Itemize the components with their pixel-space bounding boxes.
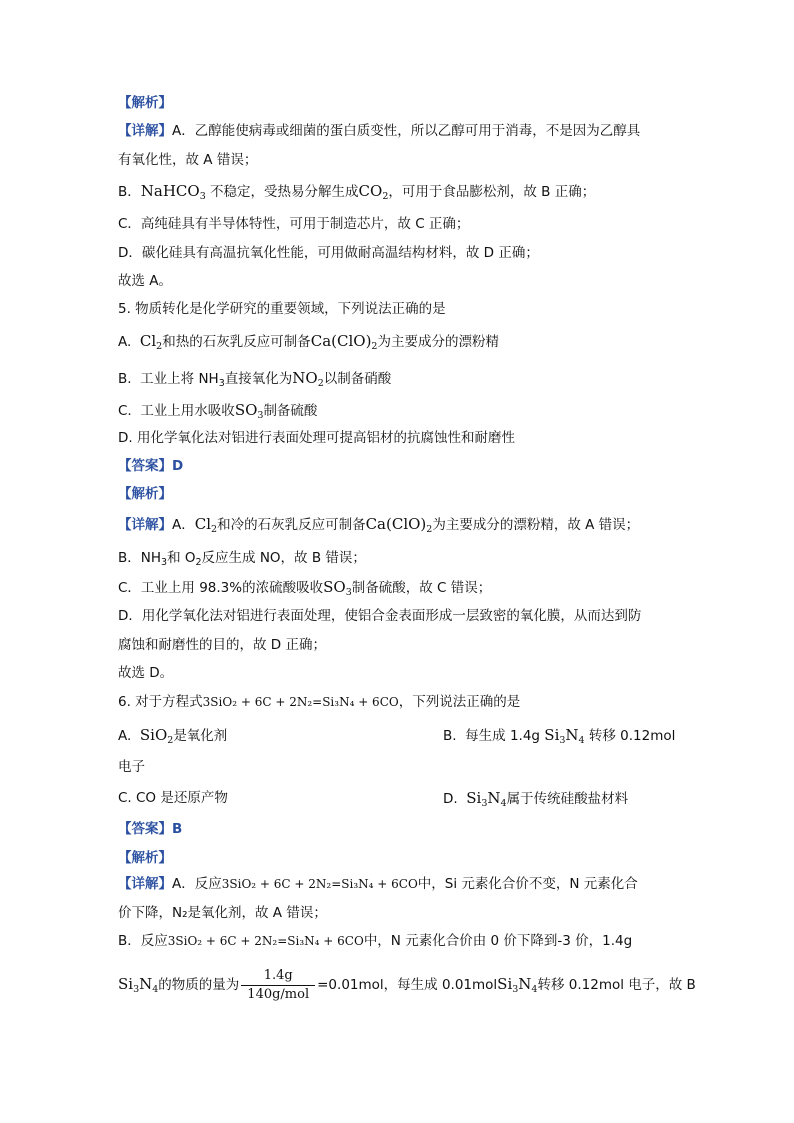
q6-da-text1: A．反应: [172, 876, 222, 892]
q6-b-text3: 电子: [118, 759, 145, 775]
si3n4-db2-si: Si: [497, 975, 513, 993]
detail-b-suffix: ，可用于食品膨松剂，故 B 正确；: [388, 184, 596, 200]
fraction-denominator: 140g/mol: [247, 986, 310, 1002]
analysis-heading: [118, 93, 172, 113]
si3n4-d-si: Si: [466, 789, 482, 807]
q5-detail-d-2: [118, 635, 326, 655]
si3n4-formula: [544, 726, 584, 744]
q6-da-text2: 中，Si 元素化合价不变，N 元素化合: [417, 876, 638, 892]
q6-stem-prefix: 6. 对于方程式: [118, 694, 203, 710]
detail-a-text: A．乙醇能使病毒或细菌的蛋白质变性，所以乙醇可用于消毒，不是因为乙醇具: [172, 123, 641, 139]
detail-d-text: D．碳化硅具有高温抗氧化性能，可用做耐高温结构材料，故 D 正确；: [118, 245, 539, 261]
q6-c-text: C. CO 是还原产物: [118, 790, 228, 806]
no2-text: NO: [292, 369, 318, 387]
sio2-text: SiO: [139, 726, 168, 744]
no2-formula: [292, 369, 323, 387]
q6-analysis-tag: 【解析】: [118, 850, 172, 866]
si3n4-formula-d: [466, 789, 506, 807]
q5-a-label: A.: [118, 334, 132, 350]
q5-detail-c: [118, 577, 491, 603]
nh3-sub: 3: [218, 378, 225, 389]
q5-da-text2: 为主要成分的漂粉精，故 A 错误；: [432, 517, 640, 533]
choose-a-line: [118, 271, 172, 291]
q5-option-b: [118, 368, 391, 394]
si3n4-d-n: N: [487, 789, 501, 807]
q5-dd-text1: D．用化学氧化法对铝进行表面处理，使铝合金表面形成一层致密的氧化膜，从而达到防: [118, 608, 642, 624]
q6-db-equation: 3SiO₂ + 6C + 2N₂=Si₃N₄ + 6CO: [167, 934, 364, 948]
q5-dd-text2: 腐蚀和耐磨性的目的，故 D 正确；: [118, 637, 326, 653]
detail-b-prefix: B．: [118, 184, 141, 200]
cl2-text: Cl: [139, 332, 157, 350]
cl2-detail-sub: 2: [211, 524, 218, 535]
si3n4-formula-db2: [497, 975, 537, 993]
si3n4-db-si: Si: [118, 975, 134, 993]
q5-c-text1: 工业上用水吸收: [140, 403, 235, 419]
q6-d-label: D.: [443, 791, 458, 807]
q5-c-label: C.: [118, 403, 132, 419]
q5-dc-text1: C．工业上用 98.3%的浓硫酸吸收: [118, 580, 324, 596]
q6-db-text2: 中，N 元素化合价由 0 价下降到-3 价，1.4g: [363, 933, 633, 949]
q6-b-text2: 转移 0.12mol: [588, 728, 676, 744]
q5-detail-b: [118, 548, 366, 573]
q5-analysis-tag: 【解析】: [118, 486, 172, 502]
cl2-formula: [140, 332, 162, 350]
q6-b-label: B.: [443, 728, 457, 744]
detail-c-line: [118, 214, 469, 234]
q5-choose-text: 故选 D。: [118, 665, 174, 681]
q6-db-text5: 转移 0.12mol 电子，故 B: [537, 977, 696, 993]
so3-detail-sub: 3: [345, 587, 352, 598]
cl2-sub: 2: [156, 341, 163, 352]
si3n4-si-sub: 3: [559, 735, 566, 746]
detail-c-text: C．高纯硅具有半导体特性，可用于制造芯片，故 C 正确；: [118, 216, 470, 232]
cl2-detail-text: Cl: [194, 515, 212, 533]
q6-db-text4: =0.01mol，每生成 0.01mol: [317, 977, 498, 993]
q5-dc-text2: 制备硫酸，故 C 错误；: [351, 580, 492, 596]
q5-stem-text: 5. 物质转化是化学研究的重要领域，下列说法正确的是: [118, 301, 446, 317]
caclo2-text: Ca(ClO): [310, 332, 372, 350]
so3-detail-text: SO: [323, 578, 346, 596]
si3n4-db-n: N: [139, 975, 153, 993]
q5-option-d: [118, 428, 515, 448]
q6-detail-tag: 【详解】: [118, 876, 172, 892]
caclo2-detail-sub: 2: [426, 524, 433, 535]
si3n4-db-n-sub: 4: [152, 984, 159, 995]
q6-a-label: A.: [118, 728, 132, 744]
so3-formula-detail: [323, 578, 352, 596]
q6-option-b-cont: [118, 757, 145, 777]
q5-db-text1: B．NH: [118, 550, 162, 566]
detail-b-mid: 不稳定，受热易分解生成: [205, 184, 359, 200]
q5-option-c: [118, 400, 317, 426]
q6-answer: [118, 819, 182, 839]
q6-da-text3: 价下降，N₂是氧化剂，故 A 错误；: [118, 905, 327, 921]
q6-option-b: [443, 725, 675, 751]
q5-db-sub2: 2: [195, 557, 202, 568]
q6-stem-suffix: ，下列说法正确的是: [398, 694, 521, 710]
q5-detail-tag: 【详解】: [118, 517, 172, 533]
si3n4-db2-n-sub: 4: [531, 984, 538, 995]
cl2-formula-detail: [195, 515, 217, 533]
so3-sub: 3: [257, 410, 264, 421]
q5-b-text3: 以制备硝酸: [323, 371, 392, 387]
q5-analysis-heading: [118, 484, 172, 504]
q6-detail-b-2: [118, 963, 696, 1011]
caclo2-detail-text: Ca(ClO): [365, 515, 427, 533]
q5-da-text1: 和冷的石灰乳反应可制备: [217, 517, 366, 533]
q6-a-text: 是氧化剂: [173, 728, 228, 744]
analysis-tag: 【解析】: [118, 95, 172, 111]
q5-b-text1: 工业上将 NH: [140, 371, 219, 387]
detail-a-line-1: [118, 121, 640, 141]
q5-answer: [118, 456, 183, 476]
si3n4-formula-db: [118, 975, 158, 993]
q5-db-text3: 反应生成 NO，故 B 错误；: [201, 550, 366, 566]
q6-db-text1: B．反应: [118, 933, 168, 949]
caclo2-formula: [311, 332, 378, 350]
nahco3-formula: [141, 182, 206, 200]
q5-a-text1: 和热的石灰乳反应可制备: [162, 334, 311, 350]
detail-a-line-2: [118, 150, 257, 170]
sio2-sub: 2: [167, 735, 174, 746]
fraction-numerator: 1.4g: [241, 967, 315, 986]
q5-detail-d-1: [118, 606, 641, 626]
co2-text: CO: [358, 182, 383, 200]
si3n4-si: Si: [544, 726, 560, 744]
q5-option-a: [118, 331, 499, 357]
q6-stem: [118, 692, 520, 712]
co2-sub: 2: [382, 191, 389, 202]
si3n4-d-si-sub: 3: [481, 798, 488, 809]
molar-fraction: [241, 967, 315, 1004]
q6-equation: 3SiO₂ + 6C + 2N₂=Si₃N₄ + 6CO: [202, 695, 399, 709]
si3n4-n-sub: 4: [578, 735, 585, 746]
q5-db-text2: 和 O: [167, 550, 196, 566]
q5-d-text: D. 用化学氧化法对铝进行表面处理可提高铝材的抗腐蚀性和耐磨性: [118, 430, 515, 446]
q5-b-label: B.: [118, 371, 132, 387]
q6-answer-text: 【答案】B: [118, 821, 183, 837]
q6-analysis-heading: [118, 848, 172, 868]
sio2-formula: [140, 726, 173, 744]
caclo2-sub: 2: [371, 341, 378, 352]
q6-detail-a-1: [118, 874, 638, 894]
no2-sub: 2: [317, 378, 324, 389]
q5-stem: [118, 299, 446, 319]
q6-detail-b-1: [118, 931, 632, 951]
si3n4-d-n-sub: 4: [500, 798, 507, 809]
nahco3-text: NaHCO: [140, 182, 200, 200]
q6-b-text1: 每生成 1.4g: [465, 728, 540, 744]
q5-b-text2: 直接氧化为: [224, 371, 293, 387]
q6-option-d: [443, 788, 628, 814]
q5-detail-a: [118, 514, 639, 540]
q5-choose: [118, 663, 173, 683]
q5-c-text2: 制备硫酸: [263, 403, 318, 419]
detail-tag: 【详解】: [118, 123, 172, 139]
q6-d-text: 属于传统硅酸盐材料: [506, 791, 629, 807]
nahco3-sub: 3: [199, 191, 206, 202]
q5-da-prefix: A．: [172, 517, 195, 533]
co2-formula: [359, 182, 389, 200]
q6-option-a: [118, 725, 227, 751]
so3-formula: [235, 401, 264, 419]
q5-answer-text: 【答案】D: [118, 458, 184, 474]
q5-db-sub1: 3: [161, 557, 168, 568]
q6-db-text3: 的物质的量为: [158, 977, 240, 993]
detail-d-line: [118, 243, 539, 263]
so3-text: SO: [234, 401, 258, 419]
si3n4-db2-n: N: [518, 975, 532, 993]
caclo2-formula-detail: [366, 515, 433, 533]
q5-a-text2: 为主要成分的漂粉精: [377, 334, 499, 350]
si3n4-n: N: [565, 726, 579, 744]
detail-a-text-cont: 有氧化性，故 A 错误；: [118, 152, 258, 168]
si3n4-db-si-sub: 3: [133, 984, 140, 995]
choose-text: 故选 A。: [118, 273, 173, 289]
q6-da-equation: 3SiO₂ + 6C + 2N₂=Si₃N₄ + 6CO: [221, 877, 418, 891]
q6-detail-a-2: [118, 903, 327, 923]
q6-option-c: [118, 788, 228, 808]
si3n4-db2-si-sub: 3: [512, 984, 519, 995]
detail-b-line: [118, 181, 595, 207]
